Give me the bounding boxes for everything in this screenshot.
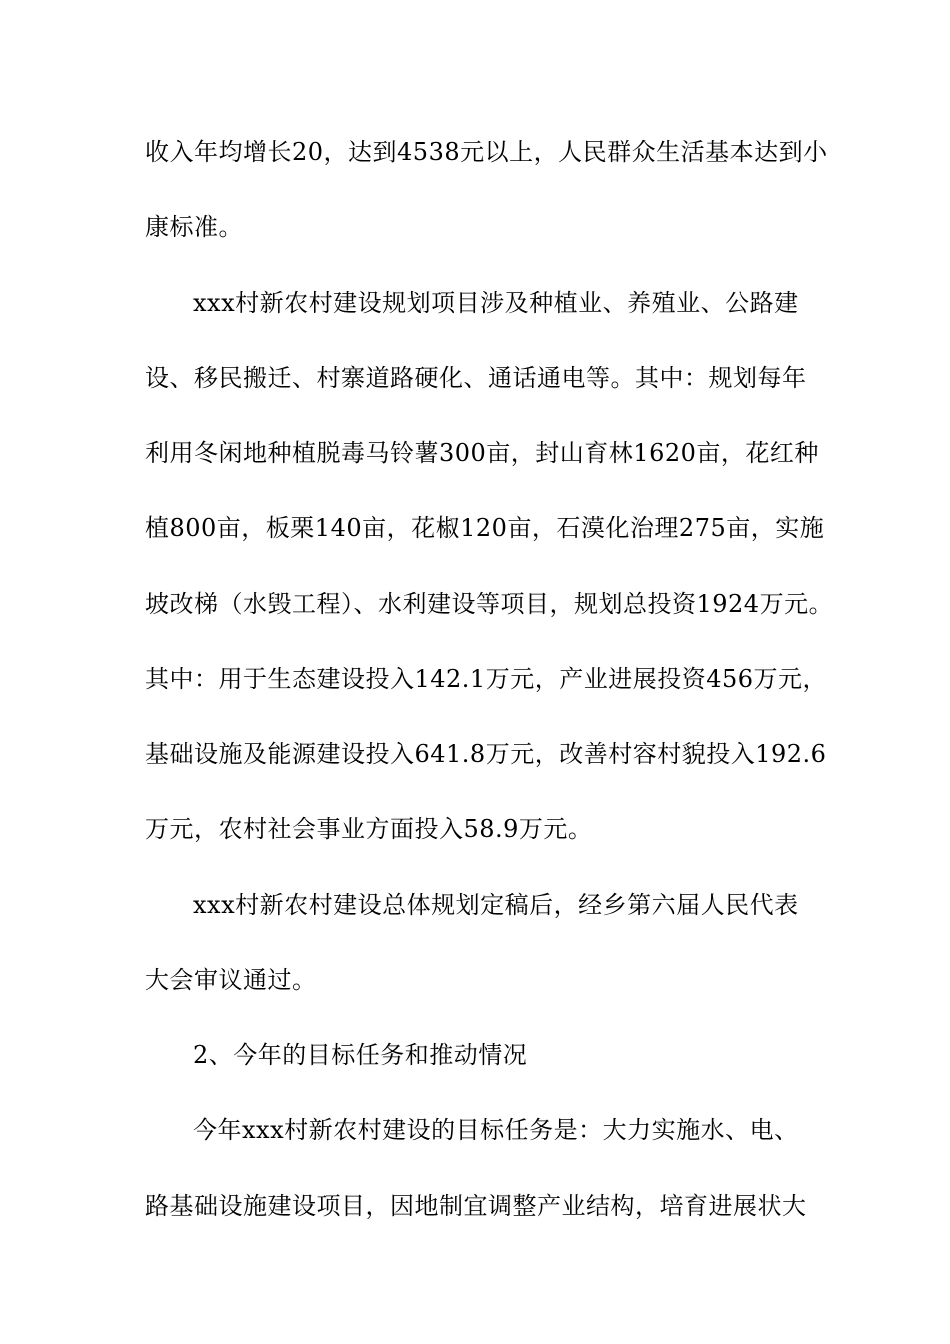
paragraph-line: 其中：用于生态建设投入142.1万元，产业进展投资456万元， xyxy=(145,665,828,693)
paragraph-line: 万元，农村社会事业方面投入58.9万元。 xyxy=(145,815,593,843)
paragraph-line: 康标准。 xyxy=(145,213,243,241)
paragraph-line: 收入年均增长20，达到4538元以上，人民群众生活基本达到小 xyxy=(145,138,828,166)
section-heading: 2、今年的目标任务和推动情况 xyxy=(193,1041,528,1069)
paragraph-line: 坡改梯（水毁工程）、水利建设等项目，规划总投资1924万元。 xyxy=(145,590,834,618)
paragraph-line: xxx村新农村建设规划项目涉及种植业、养殖业、公路建 xyxy=(193,289,799,317)
paragraph-line: 设、移民搬迁、村寨道路硬化、通话通电等。其中：规划每年 xyxy=(145,364,807,392)
paragraph-line: 大会审议通过。 xyxy=(145,966,317,994)
paragraph-line: 路基础设施建设项目，因地制宜调整产业结构，培育进展状大 xyxy=(145,1192,807,1220)
paragraph-line: 植800亩，板栗140亩，花椒120亩，石漠化治理275亩，实施 xyxy=(145,514,825,542)
paragraph-line: 利用冬闲地种植脱毒马铃薯300亩，封山育林1620亩，花红种 xyxy=(145,439,819,467)
paragraph-line: 基础设施及能源建设投入641.8万元，改善村容村貌投入192.6 xyxy=(145,740,827,768)
paragraph-line: xxx村新农村建设总体规划定稿后，经乡第六届人民代表 xyxy=(193,891,799,919)
paragraph-line: 今年xxx村新农村建设的目标任务是：大力实施水、电、 xyxy=(193,1116,799,1144)
